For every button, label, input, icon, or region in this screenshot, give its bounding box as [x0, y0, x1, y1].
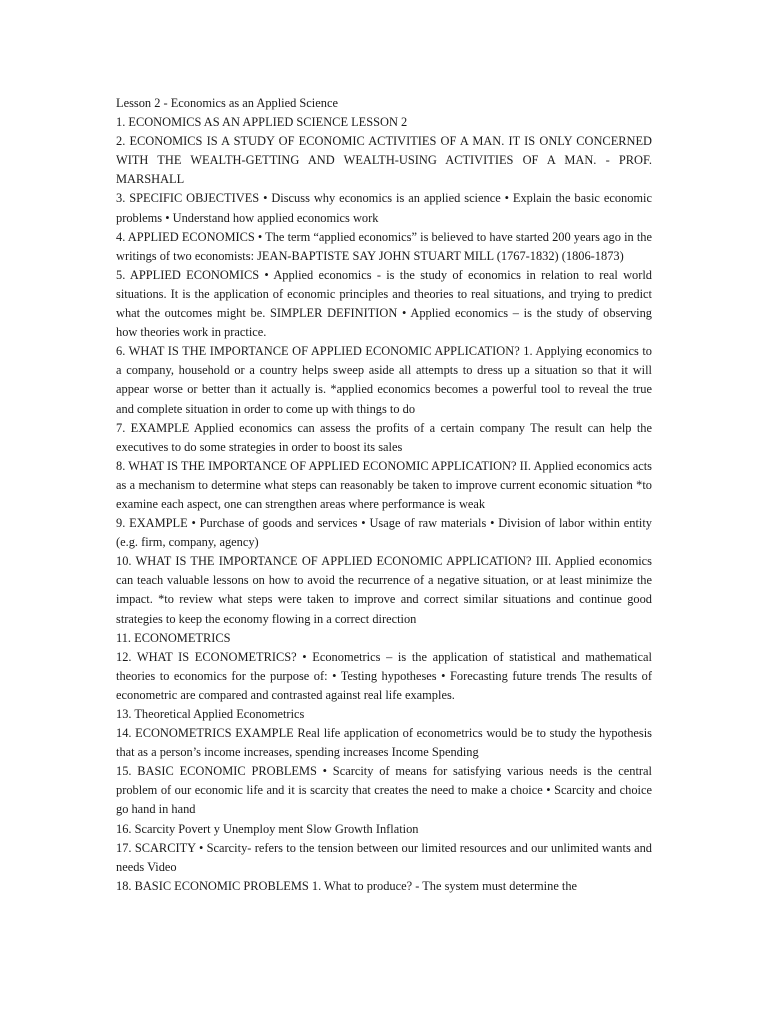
document-page — [116, 94, 652, 896]
paragraph-14: 14. ECONOMETRICS EXAMPLE Real life application of econometrics would be to study the hypothesis that as a person’s income increases, spending increases Income Spending — [116, 726, 652, 760]
paragraph-16: 16. Scarcity Povert y Unemploy ment Slow Growth Inflation — [116, 821, 419, 836]
paragraph-15: 15. BASIC ECONOMIC PROBLEMS • Scarcity of means for satisfying various needs is the central problem of our economic life and it is scarcity that creates the need to make a choice • Scarcity and choice go hand in hand — [116, 764, 652, 817]
paragraph-7: 7. EXAMPLE Applied economics can assess the profits of a certain company The result can help the executives to do some strategies in order to boost its sales — [116, 420, 652, 454]
paragraph-9: 9. EXAMPLE • Purchase of goods and services • Usage of raw materials • Division of labor within entity (e.g. firm, company, agency) — [116, 516, 652, 550]
paragraph-4: 4. APPLIED ECONOMICS • The term “applied economics” is believed to have started 200 years ago in the writings of two economists: JEAN-BAPTISTE SAY JOHN STUART MILL (1767-1832) (1806-1873) — [116, 229, 652, 263]
paragraph-3: 3. SPECIFIC OBJECTIVES • Discuss why economics is an applied science • Explain the basic economic problems • Understand how applied economics work — [116, 191, 652, 225]
paragraph-13: 13. Theoretical Applied Econometrics — [116, 707, 305, 721]
paragraph-6: 6. WHAT IS THE IMPORTANCE OF APPLIED ECONOMIC APPLICATION? 1. Applying economics to a company, household or a country helps sweep aside all attempts to dress up a situation so that it will appear worse or better than it actually is. *applied economics becomes a powerful tool to reveal the true and complete situation in order to come up with things to do — [116, 344, 652, 416]
paragraph-2: 2. ECONOMICS IS A STUDY OF ECONOMIC ACTIVITIES OF A MAN. IT IS ONLY CONCERNED WITH THE WEALTH-GETTING AND WEALTH-USING ACTIVITIES OF A MAN. - PROF. MARSHALL — [116, 134, 652, 187]
paragraph-1: 1. ECONOMICS AS AN APPLIED SCIENCE LESSON 2 — [116, 115, 408, 130]
paragraph-10: 10. WHAT IS THE IMPORTANCE OF APPLIED ECONOMIC APPLICATION? III. Applied economics can teach valuable lessons on how to avoid the recurrence of a negative situation, or at least minimize the impact. *to review what steps were taken to improve and correct similar situations and continue good strategies to keep the economy flowing in a correct direction — [116, 554, 652, 626]
paragraph-8: 8. WHAT IS THE IMPORTANCE OF APPLIED ECONOMIC APPLICATION? II. Applied economics acts as a mechanism to determine what steps can reasonably be taken to improve current economic situation *to examine each aspect, one can strengthen areas where performance is weak — [116, 458, 652, 511]
paragraph-12: 12. WHAT IS ECONOMETRICS? • Econometrics – is the application of statistical and mathematical theories to economics for the purpose of: • Testing hypotheses • Forecasting future trends The results of econometric are compared and contrasted against real life examples. — [116, 649, 652, 702]
paragraph-18: 18. BASIC ECONOMIC PROBLEMS 1. What to produce? - The system must determine the — [116, 878, 578, 893]
paragraph-11: 11. ECONOMETRICS — [116, 630, 231, 645]
paragraph-5: 5. APPLIED ECONOMICS • Applied economics - is the study of economics in relation to real world situations. It is the application of economic principles and theories to real situations, and trying to predict what the outcomes might be. SIMPLER DEFINITION • Applied economics – is the study of observing how theories work in practice. — [116, 267, 652, 340]
paragraph-17: 17. SCARCITY • Scarcity- refers to the tension between our limited resources and our unlimited wants and needs Video — [116, 840, 652, 874]
document-title: Lesson 2 - Economics as an Applied Science — [116, 96, 338, 110]
